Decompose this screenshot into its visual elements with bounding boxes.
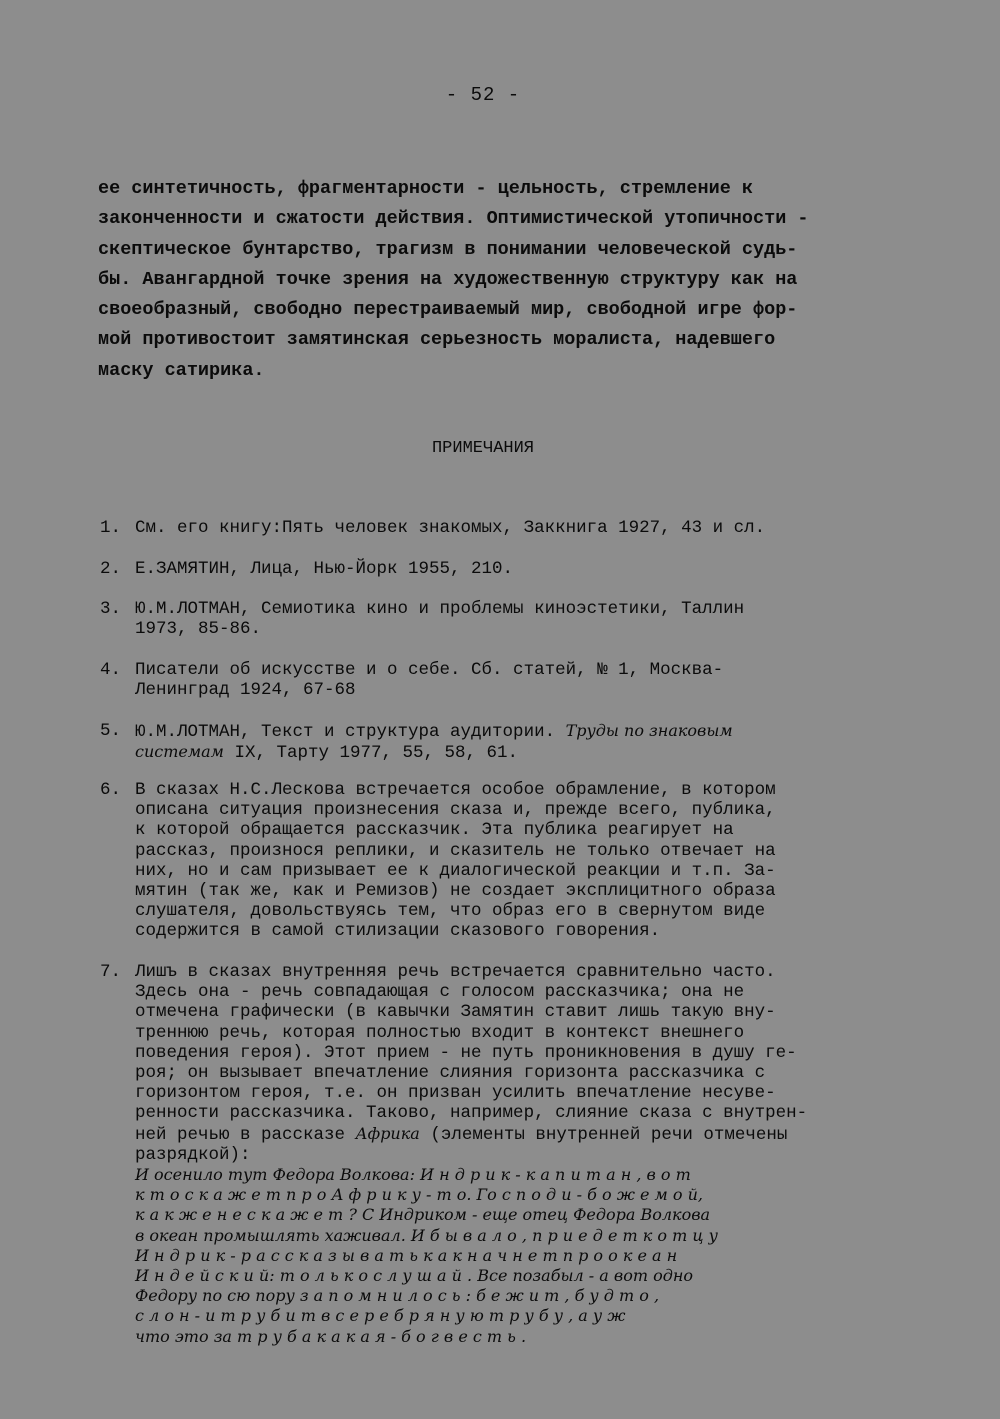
quote-line: И н д е й с к и й: т о л ь к о с л у ш а й . Все позабыл - а вот одно	[135, 1266, 694, 1286]
body-line: бы. Авангардной точке зрения на художественную структуру как на	[98, 268, 798, 290]
notes-heading: ПРИМЕЧАНИЯ	[431, 439, 535, 458]
note-line: Здесь она - речь совпадающая с голосом рассказчика; она не	[135, 982, 745, 1003]
note-line: роя; он вызывает впечатление слияния горизонта рассказчика с	[135, 1063, 766, 1084]
note-1	[100, 518, 900, 538]
page-number: - 52 -	[445, 84, 521, 106]
note-line: к которой обращается рассказчик. Эта публика реагирует на	[135, 820, 734, 841]
note-5	[100, 721, 900, 763]
note-line: Е.ЗАМЯТИН, Лица, Нью-Йорк 1955, 210.	[135, 559, 514, 579]
note-4	[100, 660, 900, 700]
quote-line: к т о с к а ж е т п р о А ф р и к у - т о. Го с п о д и - б о ж е м о й,	[135, 1185, 703, 1205]
note-line: Лишъ в сказах внутренняя речь встречается сравнительно часто.	[135, 962, 776, 982]
note-line: содержится в самой стилизации сказового говорения.	[135, 921, 661, 942]
note-number: 7.	[100, 962, 122, 982]
quote-line: Федору по сю пору з а п о м н и л о с ь : б е ж и т , б у д т о ,	[135, 1286, 660, 1306]
story-title: Африка	[355, 1123, 420, 1143]
note-text: ней речью в рассказе	[135, 1124, 356, 1145]
note-line: мятин (так же, как и Ремизов) не создает эксплицитного образа	[135, 881, 776, 902]
note-text: IX, Тарту 1977, 55, 58, 61.	[223, 743, 518, 764]
note-line: ренности рассказчика. Таково, например, слияние сказа с внутрен-	[135, 1103, 808, 1124]
note-line: горизонтом героя, т.е. он призван усилить впечатление несуве-	[135, 1083, 776, 1104]
quote-line: что это за т р у б а к а к а я - б о г в е с т ь .	[135, 1326, 527, 1346]
note-text: Ю.М.ЛОТМАН, Текст и структура аудитории.	[135, 722, 566, 742]
note-6	[100, 780, 900, 942]
note-line: описана ситуация произнесения сказа и, прежде всего, публика,	[135, 800, 776, 821]
journal-title: системам	[135, 742, 224, 762]
note-line: 1973, 85-86.	[135, 619, 262, 640]
note-3	[100, 599, 900, 639]
note-number: 3.	[100, 599, 122, 619]
note-2	[100, 559, 900, 579]
body-paragraph	[98, 174, 878, 386]
note-number: 1.	[100, 518, 122, 538]
note-number: 2.	[100, 559, 122, 579]
note-line: треннюю речь, которая полностью входит в контекст внешнего	[135, 1022, 745, 1043]
note-line: слушателя, довольствуясь тем, что образ его в свернутом виде	[135, 901, 766, 922]
note-line: рассказ, произнося реплики, и сказитель не только отвечает на	[135, 840, 776, 861]
body-line: законченности и сжатости действия. Оптимистической утопичности -	[98, 208, 809, 230]
body-line: мой противостоит замятинская серьезность моралиста, надевшего	[98, 329, 776, 351]
note-7	[100, 962, 900, 1347]
quote-line: в океан промышлять хаживал. И б ы в а л о , п р и е д е т к о т ц у	[135, 1225, 718, 1245]
body-line: своеобразный, свободно перестраиваемый мир, свободной игре фор-	[98, 299, 798, 321]
note-number: 5.	[100, 721, 122, 741]
quote-line: И н д р и к - р а с с к а з ы в а т ь к а к н а ч н е т п р о о к е а н	[135, 1245, 678, 1265]
body-line: ее синтетичность, фрагментарности - цельность, стремление к	[98, 178, 754, 199]
note-text: (элементы внутренней речи отмечены	[419, 1124, 788, 1145]
note-number: 6.	[100, 780, 122, 800]
quote-line: к а к ж е н е с к а ж е т ? С Индриком - еще отец Федора Волкова	[135, 1205, 711, 1225]
note-line: Писатели об искусстве и о себе. Сб. статей, № 1, Москва-	[135, 660, 724, 680]
journal-title: Труды по знаковым	[565, 721, 733, 740]
quote-line: с л о н - и т р у б и т в с е р е б р я н у ю т р у б у , а у ж	[135, 1306, 626, 1326]
note-number: 4.	[100, 660, 122, 680]
note-line: поведения героя). Этот прием - не путь проникновения в душу ге-	[135, 1042, 797, 1063]
body-line: скептическое бунтарство, трагизм в понимании человеческой судь-	[98, 238, 798, 260]
note-line: отмечена графически (в кавычки Замятин ставит лишь такую вну-	[135, 1002, 776, 1023]
note-line: Ю.М.ЛОТМАН, Семиотика кино и проблемы киноэстетики, Таллин	[135, 599, 745, 619]
note-line: них, но и сам призывает ее к диалогической реакции и т.п. За-	[135, 860, 776, 881]
body-line: маску сатирика.	[98, 359, 265, 381]
note-line: разрядкой):	[135, 1144, 251, 1165]
quote-line: И осенило тут Федора Волкова: И н д р и к - к а п и т а н , в о т	[135, 1165, 691, 1185]
note-line: См. его книгу:Пять человек знакомых, Заккнига 1927, 43 и сл.	[135, 518, 766, 538]
note-line: В сказах Н.С.Лескова встречается особое обрамление, в котором	[135, 780, 776, 800]
note-line: Ленинград 1924, 67-68	[135, 680, 356, 701]
